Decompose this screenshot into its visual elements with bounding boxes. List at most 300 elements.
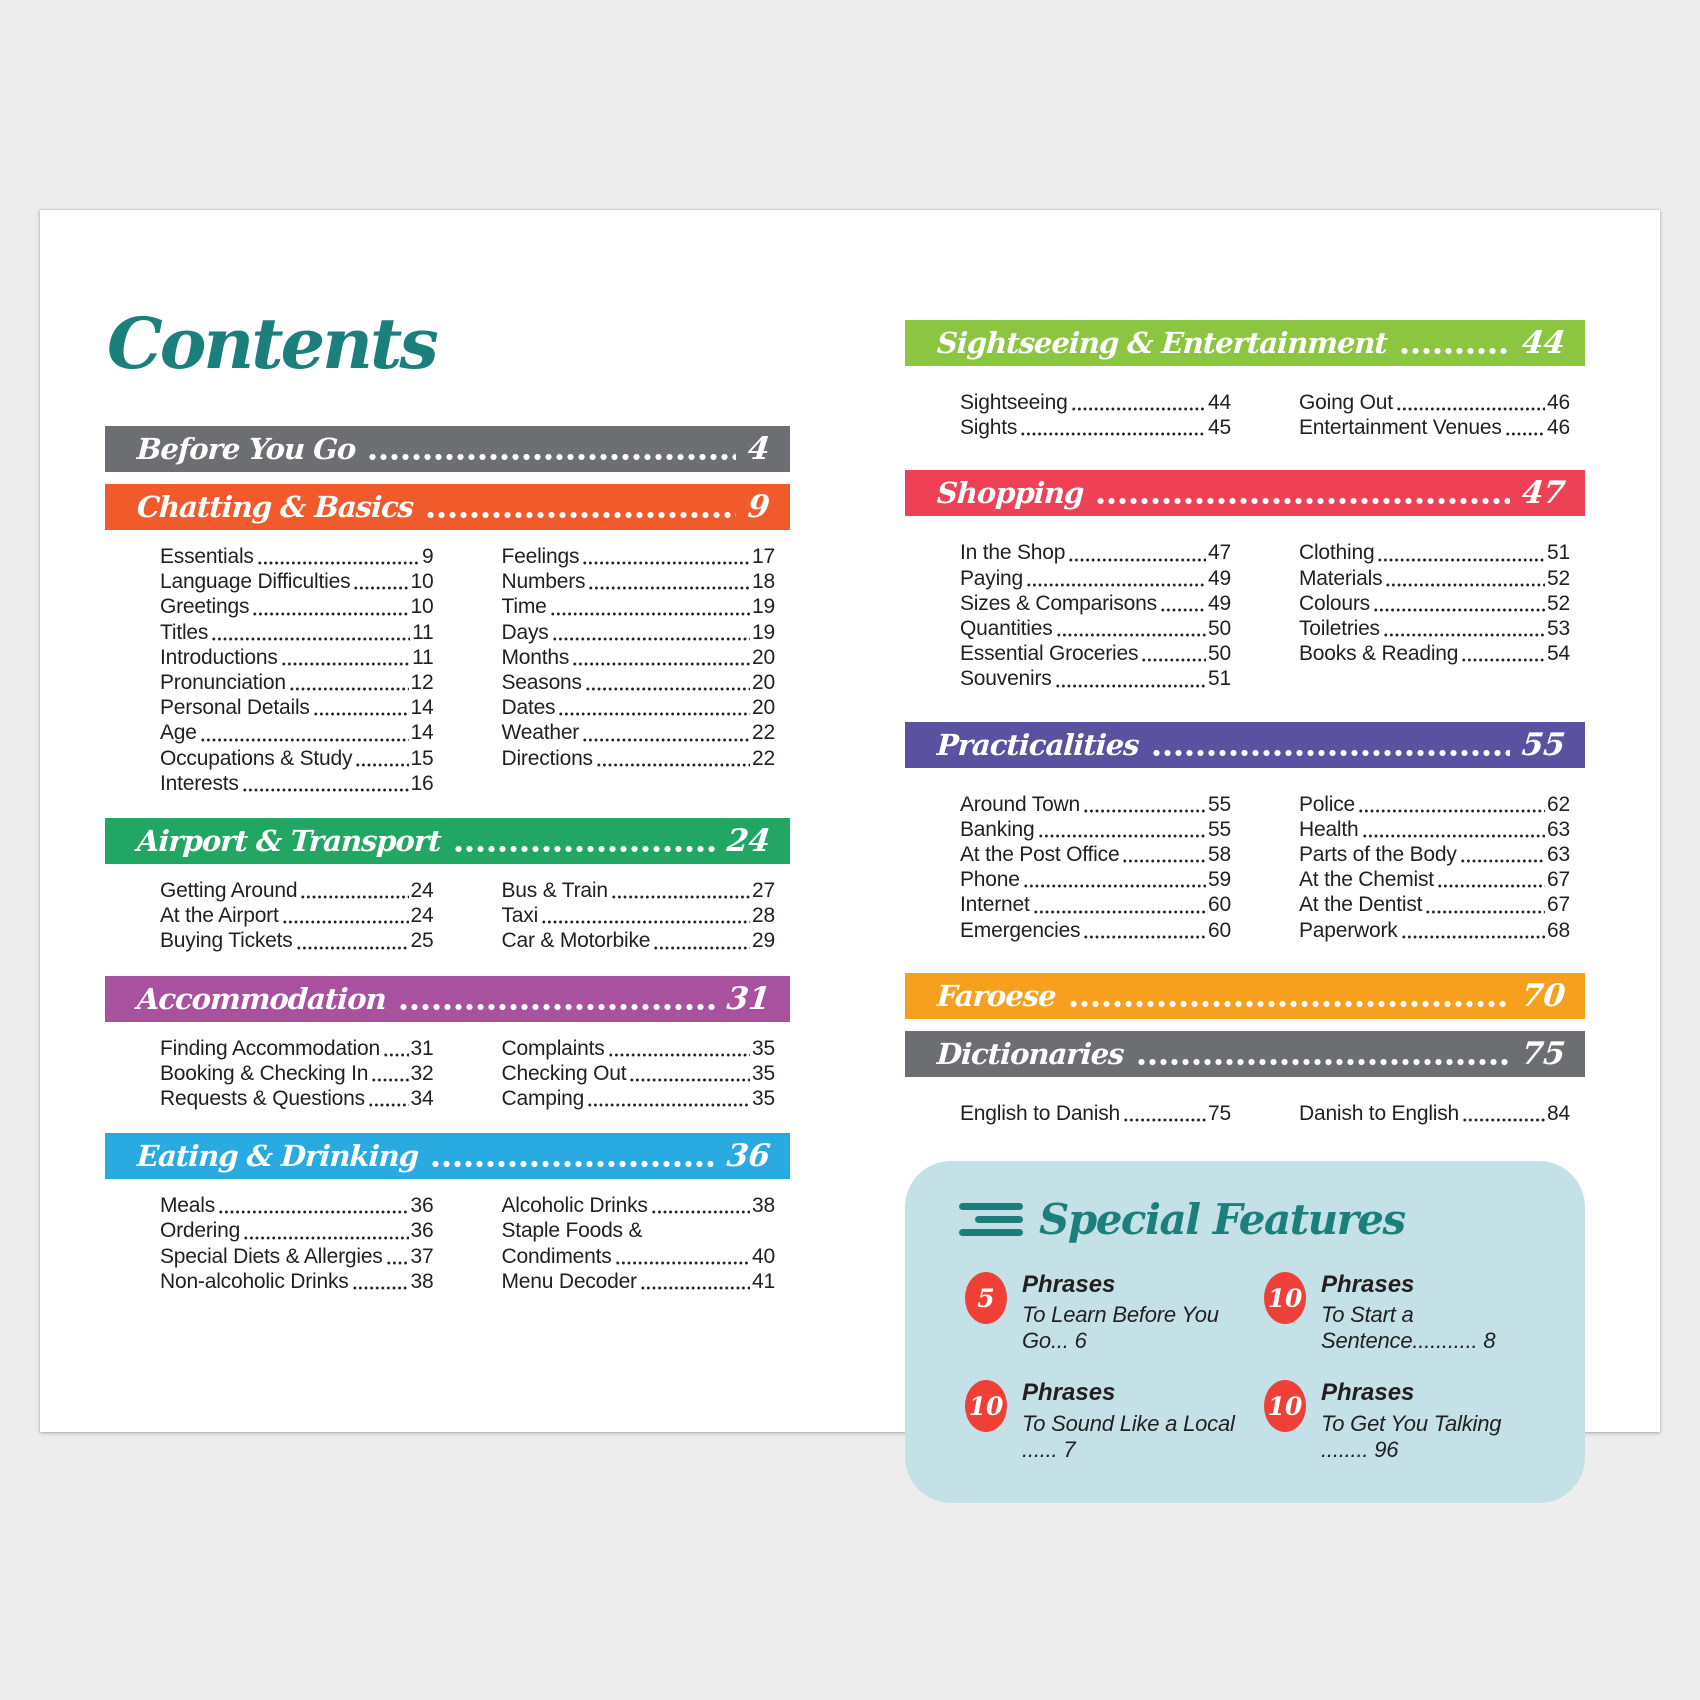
toc-entry-label: Health xyxy=(1299,817,1359,841)
toc-entry-page: 52 xyxy=(1547,566,1570,590)
toc-entry xyxy=(1299,892,1570,917)
toc-entry-page: 16 xyxy=(410,771,434,795)
dotted-leader xyxy=(582,738,750,742)
toc-section xyxy=(105,976,790,1112)
toc-entry-label: Quantities xyxy=(960,617,1053,641)
dotted-leader xyxy=(289,687,409,691)
toc-entry-label: Checking Out xyxy=(501,1061,627,1085)
dotted-leader xyxy=(252,612,408,616)
toc-entry-page: 27 xyxy=(752,879,775,903)
dotted-leader xyxy=(367,453,736,461)
section-header-bar xyxy=(905,1031,1585,1077)
toc-entry xyxy=(1299,616,1570,641)
toc-entry xyxy=(1299,415,1570,440)
toc-entry xyxy=(1299,566,1570,591)
toc-entry xyxy=(960,792,1231,817)
dotted-leader xyxy=(1122,859,1206,863)
toc-entry-label: Books & Reading xyxy=(1299,642,1459,666)
feature-desc-text: To Get You Talking ........ xyxy=(1321,1410,1502,1462)
toc-entry-label: Buying Tickets xyxy=(160,929,293,953)
section-items xyxy=(160,1036,775,1112)
toc-entry-page: 47 xyxy=(1208,541,1231,565)
toc-entry xyxy=(1299,591,1570,616)
toc-entry xyxy=(160,544,434,569)
dotted-leader xyxy=(629,1078,750,1082)
items-column xyxy=(1299,390,1570,440)
dotted-leader xyxy=(1026,583,1206,587)
feature-heading: Phrases xyxy=(1321,1379,1415,1407)
dotted-leader xyxy=(1462,1118,1545,1122)
toc-entry-label: Paperwork xyxy=(1299,918,1398,942)
toc-entry-label: At the Airport xyxy=(160,904,279,928)
section-items xyxy=(160,878,775,954)
toc-entry-label: Time xyxy=(501,595,547,619)
left-column-wrap xyxy=(105,302,790,1316)
dotted-leader xyxy=(1425,910,1545,914)
dotted-leader xyxy=(353,586,408,590)
toc-entry-label: At the Chemist xyxy=(1299,868,1434,892)
toc-entry xyxy=(1299,540,1570,565)
toc-entry xyxy=(960,817,1231,842)
special-feature-text xyxy=(1321,1272,1539,1354)
dotted-leader xyxy=(1399,347,1510,355)
toc-entry-label: English to Danish xyxy=(960,1101,1121,1125)
toc-entry xyxy=(160,720,434,745)
dotted-leader xyxy=(588,586,750,590)
dotted-leader xyxy=(352,1286,409,1290)
section-page-number: 75 xyxy=(1519,1035,1567,1072)
toc-entry xyxy=(160,1036,434,1061)
toc-entry-label: Age xyxy=(160,721,197,745)
toc-entry-page: 60 xyxy=(1208,918,1231,942)
toc-entry-label: Condiments xyxy=(501,1244,612,1268)
dotted-leader xyxy=(541,920,750,924)
dotted-leader xyxy=(582,561,750,565)
toc-entry-label: Requests & Questions xyxy=(160,1087,365,1111)
dotted-leader xyxy=(651,1210,750,1214)
dotted-leader xyxy=(1033,910,1206,914)
section-title: Dictionaries xyxy=(936,1036,1125,1071)
dotted-leader xyxy=(608,1053,750,1057)
toc-entry-label: Sizes & Comparisons xyxy=(960,591,1157,615)
toc-section xyxy=(105,1133,790,1294)
toc-entry-label: Special Diets & Allergies xyxy=(160,1244,383,1268)
feature-heading: Phrases xyxy=(1022,1379,1116,1407)
toc-entry-label: Booking & Checking In xyxy=(160,1061,369,1085)
section-page-number: 9 xyxy=(746,489,772,525)
toc-entry-page: 45 xyxy=(1208,416,1231,440)
toc-entry-page: 40 xyxy=(752,1244,775,1268)
dotted-leader xyxy=(572,662,750,666)
section-items xyxy=(960,540,1570,691)
items-column xyxy=(960,540,1231,691)
toc-entry-label: At the Post Office xyxy=(960,843,1120,867)
toc-entry xyxy=(1299,817,1570,842)
toc-entry-label: Essential Groceries xyxy=(960,642,1139,666)
feature-heading: Phrases xyxy=(1022,1271,1116,1299)
toc-entry xyxy=(1299,641,1570,666)
items-column xyxy=(1299,540,1570,691)
toc-entry xyxy=(160,1244,434,1269)
toc-entry xyxy=(1299,867,1570,892)
toc-entry-label: Toiletries xyxy=(1299,617,1380,641)
toc-entry xyxy=(160,569,434,594)
toc-entry-page: 32 xyxy=(410,1061,434,1085)
feature-desc-text: To Start a Sentence........... xyxy=(1321,1302,1484,1354)
toc-entry-page: 60 xyxy=(1208,893,1231,917)
toc-entry-label: Dates xyxy=(501,696,556,720)
toc-entry-page: 14 xyxy=(410,696,434,720)
section-page-number: 55 xyxy=(1519,726,1567,763)
toc-entry xyxy=(502,1218,776,1243)
dotted-leader xyxy=(550,612,750,616)
dotted-leader xyxy=(1071,407,1206,411)
toc-entry xyxy=(960,842,1231,867)
toc-section xyxy=(905,320,1585,440)
toc-entry-label: Sights xyxy=(960,416,1018,440)
toc-entry-page: 50 xyxy=(1208,617,1231,641)
toc-entry xyxy=(502,569,776,594)
toc-entry xyxy=(160,903,434,928)
toc-entry-page: 62 xyxy=(1547,792,1570,816)
toc-entry-label: Days xyxy=(501,620,549,644)
phrase-count-badge: 10 xyxy=(1264,1380,1306,1432)
toc-entry-page: 31 xyxy=(410,1036,434,1060)
toc-entry xyxy=(160,928,434,953)
feature-page-number: 96 xyxy=(1374,1436,1399,1462)
toc-entry-label: Colours xyxy=(1299,591,1370,615)
toc-entry-page: 68 xyxy=(1547,918,1570,942)
dotted-leader xyxy=(200,738,409,742)
left-column xyxy=(105,426,790,1294)
toc-entry-page: 46 xyxy=(1547,416,1570,440)
feature-desc-text: To Sound Like a Local ...... xyxy=(1022,1410,1235,1462)
dotted-leader xyxy=(552,637,750,641)
toc-section xyxy=(905,470,1585,691)
special-feature-item xyxy=(965,1380,1240,1462)
section-header-bar xyxy=(105,1133,790,1179)
dotted-leader xyxy=(313,712,409,716)
special-feature-item xyxy=(965,1272,1240,1354)
feature-desc-text: To Learn Before You Go... xyxy=(1022,1302,1219,1354)
toc-entry-page: 25 xyxy=(410,929,434,953)
toc-entry-label: Greetings xyxy=(160,595,250,619)
toc-entry-page: 19 xyxy=(752,595,775,619)
section-items xyxy=(960,1101,1570,1126)
toc-entry-page: 75 xyxy=(1208,1101,1231,1125)
toc-entry-page: 20 xyxy=(752,671,775,695)
dotted-leader xyxy=(218,1210,409,1214)
feature-description xyxy=(1022,1302,1240,1354)
section-items xyxy=(960,390,1570,440)
toc-entry xyxy=(960,918,1231,943)
toc-entry-page: 50 xyxy=(1208,642,1231,666)
toc-entry-page: 14 xyxy=(410,721,434,745)
toc-section xyxy=(105,818,790,954)
toc-entry-label: Pronunciation xyxy=(160,671,286,695)
dotted-leader xyxy=(1083,809,1206,813)
toc-entry-page: 49 xyxy=(1208,591,1231,615)
toc-entry xyxy=(502,928,776,953)
toc-entry-page: 55 xyxy=(1208,792,1231,816)
dotted-leader xyxy=(1437,884,1545,888)
toc-entry-page: 10 xyxy=(410,595,434,619)
special-feature-item xyxy=(1264,1380,1539,1462)
toc-entry xyxy=(1299,842,1570,867)
toc-entry-page: 34 xyxy=(410,1087,434,1111)
toc-entry-label: Danish to English xyxy=(1299,1101,1460,1125)
dotted-leader xyxy=(281,662,410,666)
section-page-number: 4 xyxy=(746,431,772,467)
toc-entry-page: 84 xyxy=(1547,1101,1570,1125)
toc-entry-page: 38 xyxy=(410,1269,434,1293)
toc-entry xyxy=(960,566,1231,591)
toc-entry xyxy=(960,892,1231,917)
toc-entry xyxy=(502,594,776,619)
toc-section xyxy=(905,1031,1585,1126)
dotted-leader xyxy=(282,920,409,924)
items-column xyxy=(160,1036,434,1112)
toc-entry xyxy=(502,695,776,720)
toc-entry-page: 44 xyxy=(1208,391,1231,414)
toc-entry-page: 46 xyxy=(1547,391,1570,414)
toc-section xyxy=(105,484,790,796)
page-title: Contents xyxy=(107,302,436,385)
toc-entry xyxy=(160,746,434,771)
dotted-leader xyxy=(1095,497,1510,505)
dotted-leader xyxy=(425,511,736,519)
toc-entry-label: Phone xyxy=(960,868,1020,892)
section-header-bar xyxy=(105,426,790,472)
special-features-header xyxy=(951,1195,1539,1244)
toc-entry-page: 18 xyxy=(752,570,775,594)
toc-entry xyxy=(502,903,776,928)
dotted-leader xyxy=(1068,1000,1510,1008)
toc-entry xyxy=(160,620,434,645)
toc-entry-label: Seasons xyxy=(501,671,582,695)
dotted-leader xyxy=(1151,749,1510,757)
toc-entry-label: Alcoholic Drinks xyxy=(501,1194,648,1218)
dotted-leader xyxy=(1083,935,1206,939)
toc-section xyxy=(105,426,790,472)
toc-entry xyxy=(502,878,776,903)
dotted-leader xyxy=(1160,608,1206,612)
dotted-leader xyxy=(1385,583,1545,587)
toc-entry-label: Entertainment Venues xyxy=(1299,416,1502,440)
toc-entry-page: 9 xyxy=(422,545,434,568)
dotted-leader xyxy=(257,561,420,565)
items-column xyxy=(502,1036,776,1112)
toc-entry xyxy=(160,645,434,670)
feature-page-number: 7 xyxy=(1063,1436,1076,1462)
toc-entry-page: 36 xyxy=(410,1219,434,1243)
toc-entry xyxy=(502,1193,776,1218)
items-column xyxy=(960,1101,1231,1126)
toc-entry-label: Going Out xyxy=(1299,391,1393,414)
section-page-number: 31 xyxy=(724,980,772,1017)
toc-entry xyxy=(960,641,1231,666)
section-title: Shopping xyxy=(936,476,1085,511)
special-feature-text xyxy=(1321,1380,1539,1462)
section-header-bar xyxy=(105,976,790,1022)
toc-entry-label: Camping xyxy=(501,1087,585,1111)
toc-entry-page: 20 xyxy=(752,696,775,720)
toc-entry-label: Complaints xyxy=(501,1036,605,1060)
right-column-wrap xyxy=(905,320,1585,1503)
dotted-leader xyxy=(1383,633,1545,637)
toc-entry xyxy=(502,720,776,745)
toc-entry xyxy=(960,867,1231,892)
dotted-leader xyxy=(1055,684,1206,688)
dotted-leader xyxy=(242,788,409,792)
toc-entry xyxy=(502,620,776,645)
section-title: Faroese xyxy=(936,978,1057,1013)
toc-entry xyxy=(502,1269,776,1294)
dotted-leader xyxy=(383,1053,409,1057)
dotted-leader xyxy=(596,763,750,767)
toc-entry-label: Months xyxy=(501,645,570,669)
toc-entry-label: Introductions xyxy=(160,645,278,669)
toc-entry-label: Clothing xyxy=(1299,541,1375,565)
toc-entry-label: Paying xyxy=(960,566,1024,590)
feature-page-number: 8 xyxy=(1483,1328,1496,1354)
special-features-box xyxy=(905,1161,1585,1503)
section-title: Accommodation xyxy=(136,981,387,1016)
toc-entry-page: 12 xyxy=(410,671,434,695)
toc-entry-label: Police xyxy=(1299,792,1355,816)
special-feature-text xyxy=(1022,1380,1240,1462)
items-column xyxy=(1299,792,1570,943)
dotted-leader xyxy=(558,712,750,716)
dotted-leader xyxy=(585,687,750,691)
toc-entry-page: 22 xyxy=(752,721,775,745)
toc-entry xyxy=(160,1269,434,1294)
toc-entry-page: 35 xyxy=(752,1061,775,1085)
toc-entry-label: Taxi xyxy=(501,904,539,928)
section-page-number: 44 xyxy=(1519,325,1567,361)
items-column xyxy=(1299,1101,1570,1126)
toc-entry xyxy=(160,695,434,720)
section-page-number: 24 xyxy=(724,823,772,860)
toc-entry xyxy=(502,1244,776,1269)
section-header-bar xyxy=(905,722,1585,768)
toc-entry xyxy=(502,544,776,569)
dotted-leader xyxy=(211,637,410,641)
section-page-number: 70 xyxy=(1519,977,1567,1014)
toc-section xyxy=(905,722,1585,943)
section-title: Chatting & Basics xyxy=(136,490,415,524)
toc-entry xyxy=(960,540,1231,565)
toc-entry xyxy=(160,771,434,796)
toc-entry-label: Souvenirs xyxy=(960,667,1052,691)
dotted-leader xyxy=(386,1261,409,1265)
dotted-leader xyxy=(1136,1058,1510,1066)
toc-entry-label: Language Difficulties xyxy=(160,570,351,594)
toc-entry-page: 10 xyxy=(410,570,434,594)
toc-entry-label: Materials xyxy=(1299,566,1383,590)
toc-entry-page: 11 xyxy=(412,645,434,669)
toc-entry-page: 54 xyxy=(1547,642,1570,666)
dotted-leader xyxy=(1056,633,1206,637)
toc-entry xyxy=(960,666,1231,691)
section-title: Sightseeing & Entertainment xyxy=(936,326,1388,360)
toc-entry xyxy=(502,746,776,771)
toc-entry-page: 51 xyxy=(1547,541,1570,565)
dotted-leader xyxy=(243,1236,408,1240)
toc-entry-page: 58 xyxy=(1208,843,1231,867)
dotted-leader xyxy=(640,1286,750,1290)
toc-entry-label: Essentials xyxy=(160,545,254,568)
dotted-leader xyxy=(1396,407,1545,411)
toc-entry xyxy=(160,1086,434,1111)
dotted-leader xyxy=(1460,859,1545,863)
toc-entry-label: Staple Foods & xyxy=(501,1219,643,1243)
toc-entry-page: 28 xyxy=(752,904,775,928)
toc-entry xyxy=(960,591,1231,616)
toc-entry-label: Internet xyxy=(960,893,1030,917)
toc-entry-page: 63 xyxy=(1547,843,1570,867)
toc-entry-page: 11 xyxy=(412,620,434,644)
section-header-bar xyxy=(905,320,1585,366)
toc-entry-label: Personal Details xyxy=(160,696,310,720)
toc-entry-page: 17 xyxy=(752,545,775,568)
toc-entry-page: 67 xyxy=(1547,893,1570,917)
toc-entry xyxy=(502,1061,776,1086)
dotted-leader xyxy=(653,946,750,950)
toc-entry xyxy=(502,1086,776,1111)
toc-entry-page: 51 xyxy=(1208,667,1231,691)
dotted-leader xyxy=(1038,834,1207,838)
dotted-leader xyxy=(1461,658,1545,662)
dotted-leader xyxy=(587,1103,750,1107)
dotted-leader xyxy=(1358,809,1545,813)
toc-entry-page: 41 xyxy=(752,1269,775,1293)
toc-entry xyxy=(960,415,1231,440)
dotted-leader xyxy=(1141,658,1206,662)
toc-entry-page: 15 xyxy=(410,746,434,770)
dotted-leader xyxy=(355,763,408,767)
toc-entry-label: Sightseeing xyxy=(960,391,1068,414)
toc-entry-page: 53 xyxy=(1547,617,1570,641)
toc-entry-page: 63 xyxy=(1547,817,1570,841)
section-title: Airport & Transport xyxy=(136,824,442,859)
items-column xyxy=(160,544,434,796)
items-column xyxy=(502,544,776,796)
toc-entry xyxy=(160,878,434,903)
phrase-count-badge: 5 xyxy=(965,1272,1007,1324)
toc-entry xyxy=(160,1218,434,1243)
toc-entry-label: Ordering xyxy=(160,1219,241,1243)
toc-entry-label: Parts of the Body xyxy=(1299,843,1457,867)
toc-entry-label: Interests xyxy=(160,771,239,795)
special-feature-item xyxy=(1264,1272,1539,1354)
dotted-leader xyxy=(1401,935,1545,939)
toc-section xyxy=(905,973,1585,1019)
toc-entry-page: 35 xyxy=(752,1087,775,1111)
section-page-number: 47 xyxy=(1519,475,1567,512)
phrase-count-badge: 10 xyxy=(1264,1272,1306,1324)
special-features-title: Special Features xyxy=(1039,1195,1405,1245)
feature-description xyxy=(1321,1411,1539,1463)
dotted-leader xyxy=(1068,558,1206,562)
toc-entry xyxy=(160,670,434,695)
dotted-leader xyxy=(453,845,715,853)
toc-entry-label: Finding Accommodation xyxy=(160,1036,380,1060)
dotted-leader xyxy=(1377,558,1545,562)
toc-entry-label: Banking xyxy=(960,817,1035,841)
toc-entry-page: 20 xyxy=(752,645,775,669)
toc-entry xyxy=(160,1193,434,1218)
